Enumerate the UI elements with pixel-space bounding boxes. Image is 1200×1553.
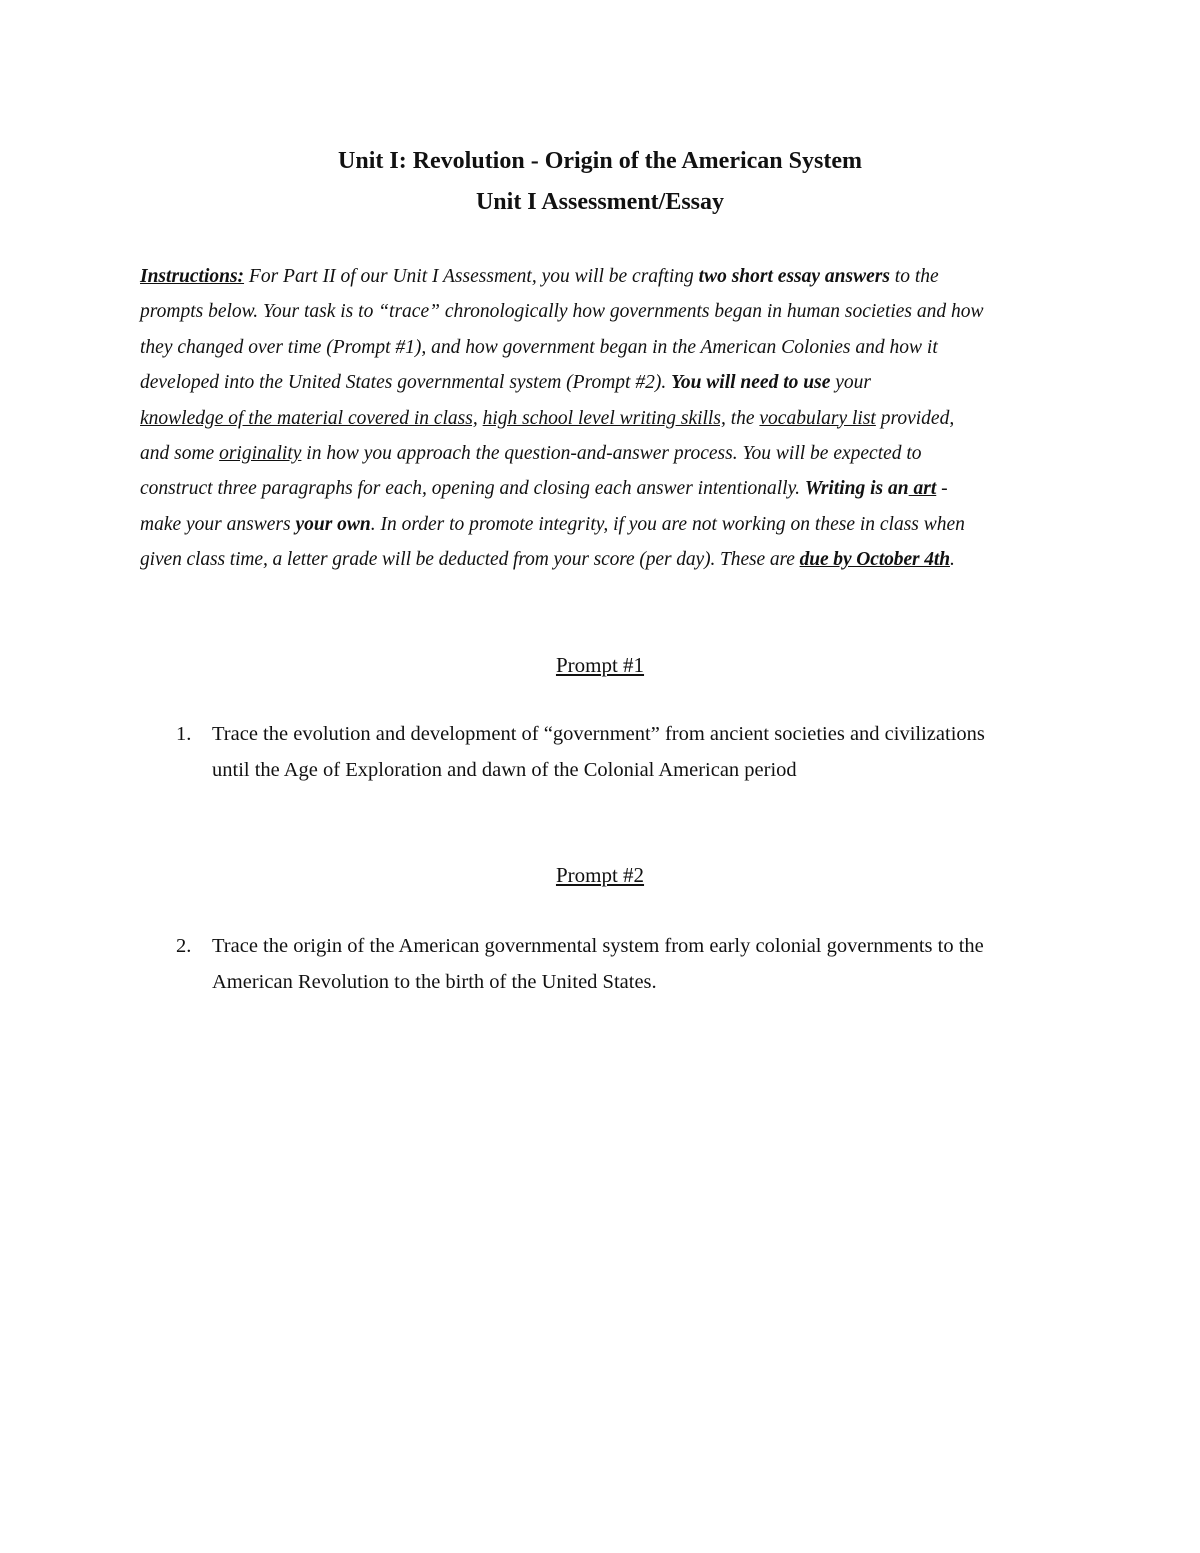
instructions-text: construct three paragraphs for each, opening and closing each answer intentionally. [140, 478, 805, 500]
instructions-text: developed into the United States governmental system (Prompt #2). [140, 372, 672, 394]
list-number: 2. [176, 935, 192, 957]
instructions-text: provided, [875, 407, 955, 429]
instructions-emphasis: your own [295, 513, 371, 535]
instructions-line [140, 436, 1065, 471]
prompt-line: Trace the evolution and development of “government” from ancient societies and civilizations [212, 723, 985, 745]
instructions-emphasis-underlined: art [908, 478, 937, 500]
instructions-text: and some [140, 443, 220, 465]
instructions-underlined: originality [219, 443, 302, 465]
document-subtitle: Unit I Assessment/Essay [475, 189, 725, 215]
instructions-emphasis: You will need to use [671, 372, 831, 394]
instructions-text: to the [889, 266, 939, 287]
instructions-line [140, 259, 1065, 294]
instructions-text: given class time, a letter grade will be deducted from your score (per day). These are [140, 549, 800, 571]
prompt-line: until the Age of Exploration and dawn of the Colonial American period [212, 758, 797, 781]
list-number: 1. [176, 723, 192, 745]
prompt-1-heading: Prompt #1 [555, 653, 645, 677]
instructions-emphasis: two short essay answers [698, 266, 890, 287]
prompt-2-text [212, 929, 1072, 1000]
instructions-underlined: knowledge of the material covered in class, [140, 407, 478, 429]
instructions-text: your [830, 372, 871, 394]
instructions-line [140, 401, 1065, 436]
instructions-paragraph [140, 259, 1065, 578]
instructions-label: Instructions: [140, 266, 245, 287]
instructions-text: . [949, 549, 955, 571]
instructions-line: prompts below. Your task is to “trace” chronologically how governments began in human societies and how [140, 301, 984, 323]
instructions-emphasis: Writing is an [804, 478, 909, 500]
instructions-line [140, 542, 1065, 577]
prompt-line: Trace the origin of the American governmental system from early colonial governments to the [212, 935, 984, 957]
instructions-underlined: high school level writing skills, [482, 407, 726, 429]
instructions-text: - [936, 478, 948, 500]
instructions-text: make your answers [140, 513, 296, 535]
instructions-line [140, 507, 1065, 542]
instructions-text: the [725, 407, 760, 429]
due-date: due by October 4th [799, 549, 950, 571]
prompt-2-heading: Prompt #2 [555, 863, 645, 887]
instructions-underlined: vocabulary list [759, 407, 876, 429]
instructions-text: . In order to promote integrity, if you are not working on these in class when [370, 513, 965, 535]
instructions-line [140, 471, 1065, 506]
instructions-text: For Part II of our Unit I Assessment, you will be crafting [244, 266, 699, 287]
document-title: Unit I: Revolution - Origin of the American System [338, 148, 862, 174]
instructions-line: they changed over time (Prompt #1), and how government began in the American Colonies and how it [140, 336, 938, 358]
instructions-line [140, 365, 1065, 400]
instructions-text: in how you approach the question-and-answer process. You will be expected to [301, 443, 922, 465]
prompt-1-text [212, 717, 1072, 788]
prompt-line: American Revolution to the birth of the United States. [212, 970, 657, 993]
